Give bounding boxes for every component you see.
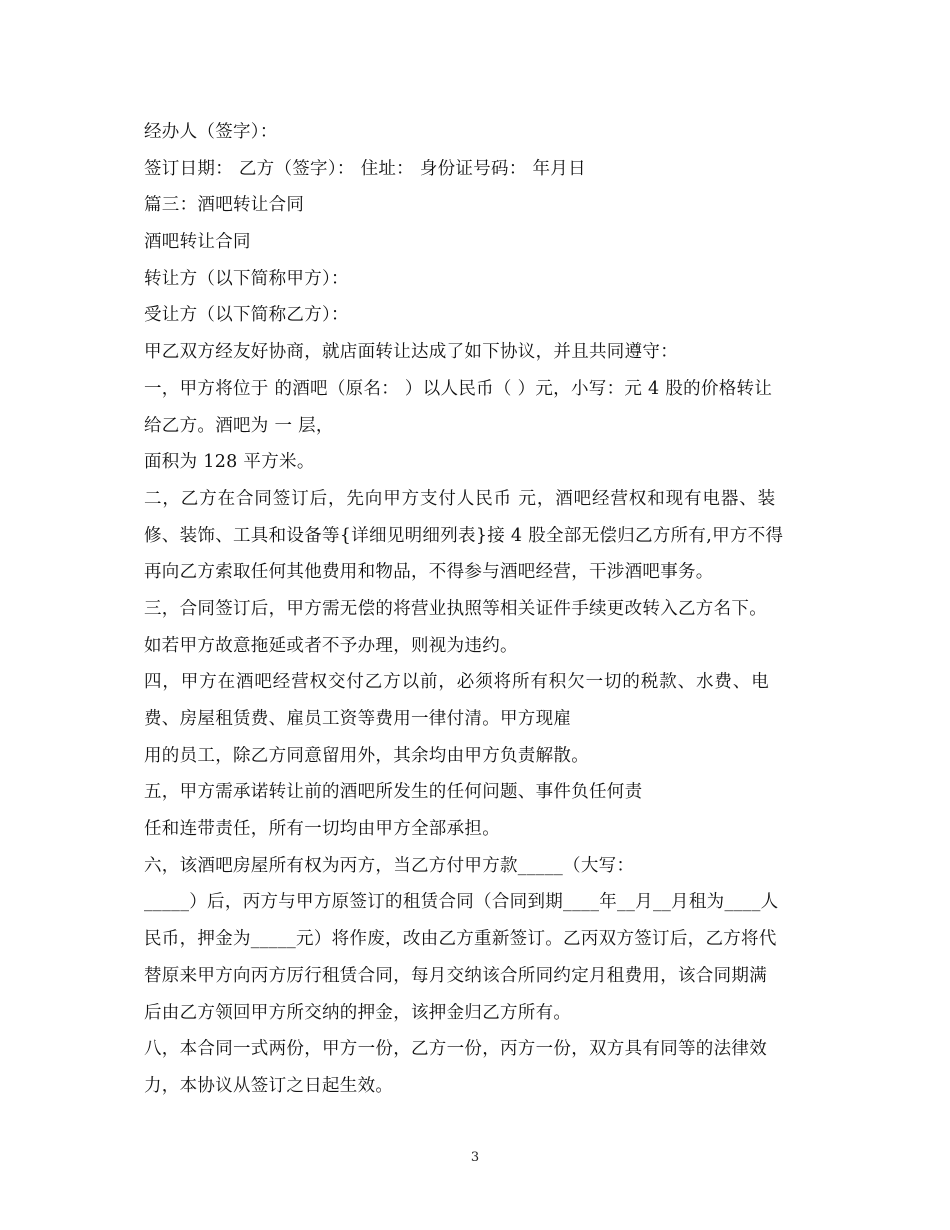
document-body: [144, 114, 814, 1105]
clause-line: 五，甲方需承诺转让前的酒吧所发生的任何问题、事件负任何责: [144, 782, 643, 803]
clause-line: 面积为 128 平方米。: [144, 452, 315, 473]
page-number: 3: [470, 1150, 480, 1165]
contract-title: 酒吧转让合同: [144, 232, 251, 253]
clause-line: 用的员工，除乙方同意留用外，其余均由甲方负责解散。: [144, 745, 589, 766]
clause-line: 后由乙方领回甲方所交纳的押金，该押金归乙方所有。: [144, 1002, 572, 1023]
clause-line: _____）后，丙方与甲方原签订的租赁合同（合同到期____年__月__月租为____人: [144, 892, 779, 913]
clause-line: 二，乙方在合同签订后，先向甲方支付人民币 元，酒吧经营权和现有电器、装: [144, 488, 777, 509]
clause-line: 六，该酒吧房屋所有权为丙方，当乙方付甲方款_____（大写：: [144, 855, 635, 876]
clause-line: 修、装饰、工具和设备等{详细见明细列表}接 4 股全部无偿归乙方所有,甲方不得: [144, 525, 784, 546]
clause-line: 民币，押金为_____元）将作废，改由乙方重新签订。乙丙双方签订后，乙方将代: [144, 929, 777, 950]
text-line: 受让方（以下简称乙方）：: [144, 305, 349, 326]
clause-line: 一，甲方将位于 的酒吧（原名： ）以人民币（ ）元，小写：元 4 股的价格转让: [144, 378, 773, 399]
clause-line: 替原来甲方向丙方厉行租赁合同，每月交纳该合所同约定月租费用，该合同期满: [144, 965, 767, 986]
clause-line: 四，甲方在酒吧经营权交付乙方以前，必须将所有积欠一切的税款、水费、电: [144, 672, 770, 693]
text-line: 转让方（以下简称甲方）：: [144, 268, 349, 289]
clause-line: 费、房屋租赁费、雇员工资等费用一律付清。甲方现雇: [144, 709, 572, 729]
section-heading: 篇三：酒吧转让合同: [144, 195, 305, 216]
clause-line: 八，本合同一式两份，甲方一份，乙方一份，丙方一份，双方具有同等的法律效: [144, 1039, 767, 1060]
clause-line: 给乙方。酒吧为 一 层，: [144, 415, 334, 436]
text-line: 签订日期： 乙方（签字）： 住址： 身份证号码： 年月日: [144, 158, 586, 179]
clause-line: 任和连带责任，所有一切均由甲方全部承担。: [144, 819, 500, 840]
clause-line: 再向乙方索取任何其他费用和物品，不得参与酒吧经营，干涉酒吧事务。: [144, 562, 714, 583]
text-line: 甲乙双方经友好协商，就店面转让达成了如下协议，并且共同遵守：: [144, 342, 678, 363]
text-line: 经办人（签字）：: [144, 122, 278, 142]
clause-line: 三，合同签订后，甲方需无偿的将营业执照等相关证件手续更改转入乙方名下。: [144, 598, 767, 619]
clause-line: 力，本协议从签订之日起生效。: [144, 1075, 394, 1096]
clause-line: 如若甲方故意拖延或者不予办理，则视为违约。: [144, 635, 518, 656]
